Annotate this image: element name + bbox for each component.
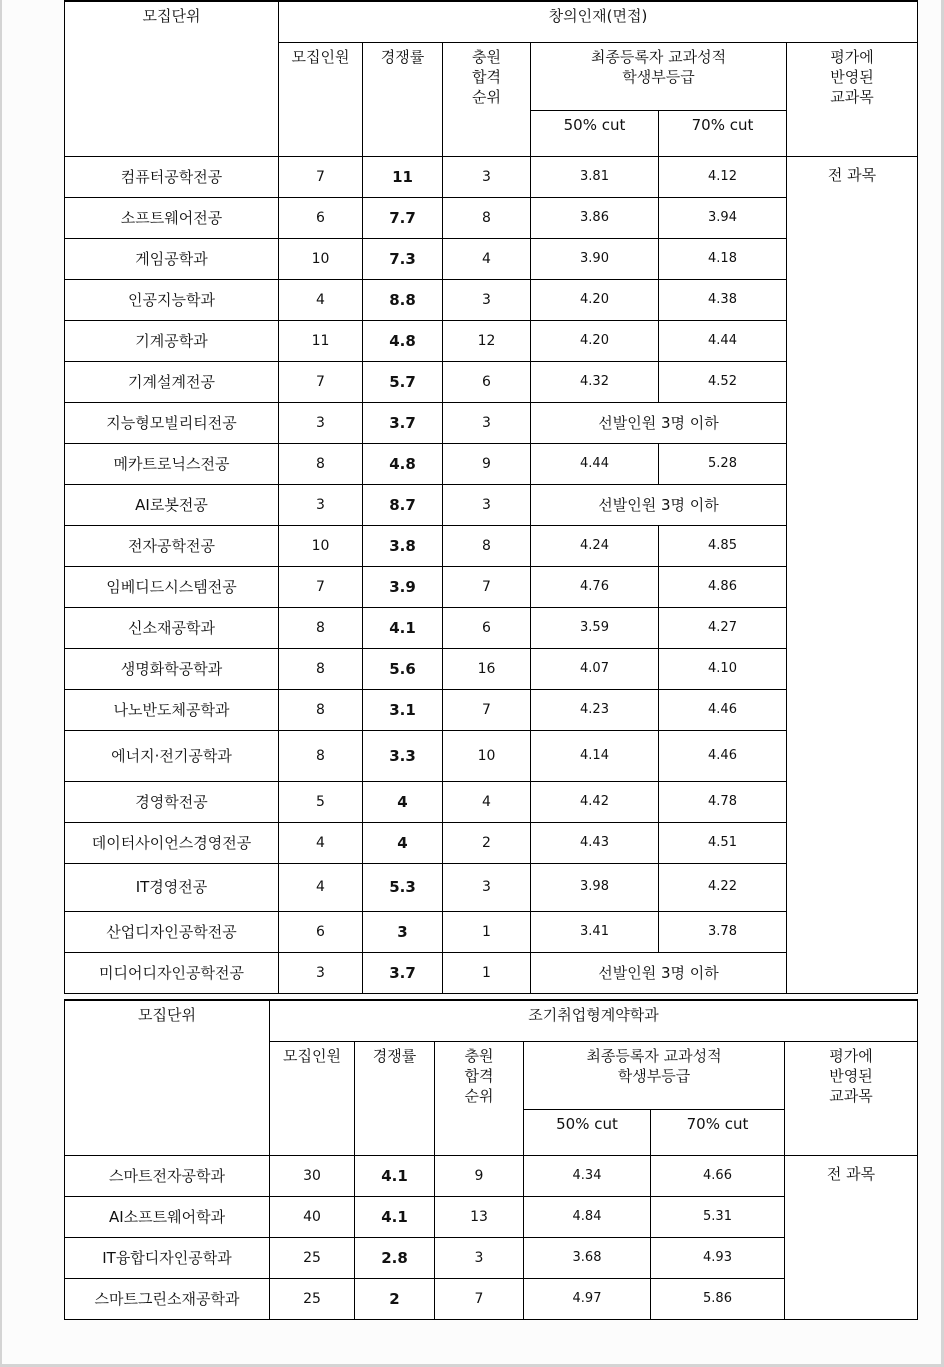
- waitlist-value: 12: [443, 320, 531, 361]
- quota-value: 4: [279, 822, 363, 863]
- cut70-value: 4.86: [659, 566, 787, 607]
- cut70-value: 3.94: [659, 197, 787, 238]
- quota-value: 25: [270, 1278, 355, 1319]
- cut50-value: 4.07: [531, 648, 659, 689]
- cut50-value: 4.34: [524, 1155, 651, 1196]
- header-grade-line: 학생부등급: [617, 1066, 691, 1085]
- subjects-value: 전 과목: [787, 156, 918, 993]
- cut50-value: 4.32: [531, 361, 659, 402]
- merged-note: 선발인원 3명 이하: [531, 484, 787, 525]
- quota-value: 25: [270, 1237, 355, 1278]
- subjects-value: 전 과목: [785, 1155, 918, 1319]
- header-waitlist-line: 합격: [472, 67, 501, 86]
- cut70-value: 5.86: [651, 1278, 785, 1319]
- waitlist-value: 9: [435, 1155, 524, 1196]
- competition-value: 4: [363, 822, 443, 863]
- waitlist-value: 3: [443, 279, 531, 320]
- unit-name: 인공지능학과: [65, 279, 279, 320]
- unit-name: 신소재공학과: [65, 607, 279, 648]
- header-waitlist-line: 순위: [472, 87, 501, 106]
- cut50-value: 3.81: [531, 156, 659, 197]
- waitlist-value: 2: [443, 822, 531, 863]
- waitlist-value: 1: [443, 911, 531, 952]
- unit-name: AI로봇전공: [65, 484, 279, 525]
- competition-value: 5.6: [363, 648, 443, 689]
- cut70-value: 4.52: [659, 361, 787, 402]
- competition-value: 3.1: [363, 689, 443, 730]
- quota-value: 3: [279, 952, 363, 993]
- header-waitlist-line: 순위: [464, 1086, 494, 1105]
- quota-value: 8: [279, 689, 363, 730]
- header-competition: 경쟁률: [355, 1041, 435, 1155]
- cut50-value: 4.20: [531, 279, 659, 320]
- cut50-value: 3.90: [531, 238, 659, 279]
- header-cut50: 50% cut: [531, 110, 659, 156]
- header-quota: 모집인원: [279, 42, 363, 156]
- unit-name: 소프트웨어전공: [65, 197, 279, 238]
- waitlist-value: 16: [443, 648, 531, 689]
- unit-name: AI소프트웨어학과: [65, 1196, 270, 1237]
- cut70-value: 4.10: [659, 648, 787, 689]
- competition-value: 3.7: [363, 402, 443, 443]
- t2-body: [65, 1000, 918, 1319]
- cut70-value: 5.31: [651, 1196, 785, 1237]
- quota-value: 5: [279, 781, 363, 822]
- unit-name: 지능형모빌리티전공: [65, 402, 279, 443]
- unit-name: 나노반도체공학과: [65, 689, 279, 730]
- waitlist-value: 13: [435, 1196, 524, 1237]
- quota-value: 4: [279, 863, 363, 911]
- cut70-value: 4.22: [659, 863, 787, 911]
- cut70-value: 4.12: [659, 156, 787, 197]
- header-waitlist-line: 충원: [464, 1046, 494, 1065]
- quota-value: 4: [279, 279, 363, 320]
- unit-name: 데이터사이언스경영전공: [65, 822, 279, 863]
- cut70-value: 4.78: [659, 781, 787, 822]
- header-cut70: 70% cut: [659, 110, 787, 156]
- quota-value: 6: [279, 197, 363, 238]
- header-subjects-line: 반영된: [830, 67, 874, 86]
- table-row: [65, 156, 918, 197]
- competition-value: 4.1: [363, 607, 443, 648]
- unit-name: 임베디드시스템전공: [65, 566, 279, 607]
- waitlist-value: 7: [443, 566, 531, 607]
- cut50-value: 4.42: [531, 781, 659, 822]
- competition-value: 2.8: [355, 1237, 435, 1278]
- waitlist-value: 3: [443, 402, 531, 443]
- quota-value: 6: [279, 911, 363, 952]
- cut50-value: 4.23: [531, 689, 659, 730]
- header-grade-line: 최종등록자 교과성적: [586, 1046, 722, 1065]
- cut50-value: 4.44: [531, 443, 659, 484]
- cut70-value: 4.85: [659, 525, 787, 566]
- competition-value: 4.1: [355, 1196, 435, 1237]
- header-waitlist-rank: [435, 1041, 524, 1155]
- quota-value: 8: [279, 648, 363, 689]
- waitlist-value: 7: [443, 689, 531, 730]
- header-waitlist-rank: [443, 42, 531, 156]
- header-grade-line: 학생부등급: [622, 67, 695, 86]
- unit-name: 스마트그린소재공학과: [65, 1278, 270, 1319]
- competition-value: 11: [363, 156, 443, 197]
- cut50-value: 4.24: [531, 525, 659, 566]
- unit-name: 기계공학과: [65, 320, 279, 361]
- competition-value: 4.8: [363, 443, 443, 484]
- unit-name: 경영학전공: [65, 781, 279, 822]
- unit-name: 기계설계전공: [65, 361, 279, 402]
- header-waitlist-line: 충원: [472, 47, 501, 66]
- header-subjects-line: 반영된: [829, 1066, 873, 1085]
- competition-value: 5.7: [363, 361, 443, 402]
- competition-value: 7.7: [363, 197, 443, 238]
- competition-value: 2: [355, 1278, 435, 1319]
- header-cut50: 50% cut: [524, 1109, 651, 1155]
- merged-note: 선발인원 3명 이하: [531, 952, 787, 993]
- quota-value: 7: [279, 566, 363, 607]
- competition-value: 3.7: [363, 952, 443, 993]
- competition-value: 3.8: [363, 525, 443, 566]
- cut50-value: 3.68: [524, 1237, 651, 1278]
- quota-value: 10: [279, 525, 363, 566]
- waitlist-value: 3: [443, 156, 531, 197]
- page-frame-left: [0, 0, 2, 1367]
- unit-name: IT융합디자인공학과: [65, 1237, 270, 1278]
- unit-name: 컴퓨터공학전공: [65, 156, 279, 197]
- cut50-value: 4.76: [531, 566, 659, 607]
- competition-value: 7.3: [363, 238, 443, 279]
- table-row: [65, 1155, 918, 1196]
- cut70-value: 3.78: [659, 911, 787, 952]
- header-grade-group: [524, 1041, 785, 1109]
- waitlist-value: 8: [443, 197, 531, 238]
- waitlist-value: 6: [443, 361, 531, 402]
- competition-value: 4: [363, 781, 443, 822]
- cut70-value: 4.18: [659, 238, 787, 279]
- unit-name: 미디어디자인공학전공: [65, 952, 279, 993]
- cut70-value: 4.46: [659, 730, 787, 781]
- quota-value: 10: [279, 238, 363, 279]
- competition-value: 8.7: [363, 484, 443, 525]
- header-waitlist-line: 합격: [464, 1066, 494, 1085]
- unit-name: 산업디자인공학전공: [65, 911, 279, 952]
- waitlist-value: 8: [443, 525, 531, 566]
- waitlist-value: 4: [443, 238, 531, 279]
- unit-name: 에너지·전기공학과: [65, 730, 279, 781]
- header-quota: 모집인원: [270, 1041, 355, 1155]
- competition-value: 3: [363, 911, 443, 952]
- waitlist-value: 3: [443, 484, 531, 525]
- cut70-value: 4.27: [659, 607, 787, 648]
- quota-value: 7: [279, 361, 363, 402]
- header-cut70: 70% cut: [651, 1109, 785, 1155]
- quota-value: 8: [279, 443, 363, 484]
- header-unit: 모집단위: [65, 1, 279, 156]
- quota-value: 3: [279, 484, 363, 525]
- cut50-value: 4.84: [524, 1196, 651, 1237]
- waitlist-value: 10: [443, 730, 531, 781]
- header-subjects-line: 교과목: [829, 1086, 873, 1105]
- cut70-value: 4.51: [659, 822, 787, 863]
- competition-value: 3.3: [363, 730, 443, 781]
- early-employment-contract-table: [64, 999, 918, 1320]
- competition-value: 4.1: [355, 1155, 435, 1196]
- table-title: 조기취업형계약학과: [270, 1000, 918, 1041]
- cut70-value: 4.46: [659, 689, 787, 730]
- waitlist-value: 9: [443, 443, 531, 484]
- waitlist-value: 7: [435, 1278, 524, 1319]
- quota-value: 30: [270, 1155, 355, 1196]
- waitlist-value: 3: [435, 1237, 524, 1278]
- header-competition: 경쟁률: [363, 42, 443, 156]
- cut50-value: 3.86: [531, 197, 659, 238]
- cut70-value: 5.28: [659, 443, 787, 484]
- competition-value: 5.3: [363, 863, 443, 911]
- cut50-value: 3.59: [531, 607, 659, 648]
- unit-name: 메카트로닉스전공: [65, 443, 279, 484]
- cut70-value: 4.93: [651, 1237, 785, 1278]
- header-grade-group: [531, 42, 787, 110]
- cut70-value: 4.66: [651, 1155, 785, 1196]
- unit-name: 스마트전자공학과: [65, 1155, 270, 1196]
- quota-value: 40: [270, 1196, 355, 1237]
- unit-name: 게임공학과: [65, 238, 279, 279]
- cut50-value: 3.98: [531, 863, 659, 911]
- quota-value: 7: [279, 156, 363, 197]
- competition-value: 8.8: [363, 279, 443, 320]
- header-subjects: [785, 1041, 918, 1155]
- quota-value: 8: [279, 607, 363, 648]
- header-subjects-line: 평가에: [829, 1046, 873, 1065]
- quota-value: 11: [279, 320, 363, 361]
- quota-value: 8: [279, 730, 363, 781]
- competition-value: 4.8: [363, 320, 443, 361]
- waitlist-value: 1: [443, 952, 531, 993]
- t1-body: [65, 1, 918, 993]
- cut50-value: 4.20: [531, 320, 659, 361]
- waitlist-value: 6: [443, 607, 531, 648]
- cut70-value: 4.44: [659, 320, 787, 361]
- waitlist-value: 4: [443, 781, 531, 822]
- cut50-value: 4.14: [531, 730, 659, 781]
- competition-value: 3.9: [363, 566, 443, 607]
- header-subjects-line: 교과목: [830, 87, 874, 106]
- header-unit: 모집단위: [65, 1000, 270, 1155]
- unit-name: 생명화학공학과: [65, 648, 279, 689]
- cut70-value: 4.38: [659, 279, 787, 320]
- header-subjects: [787, 42, 918, 156]
- cut50-value: 4.97: [524, 1278, 651, 1319]
- header-subjects-line: 평가에: [830, 47, 874, 66]
- creative-talent-interview-table: [64, 0, 918, 994]
- quota-value: 3: [279, 402, 363, 443]
- waitlist-value: 3: [443, 863, 531, 911]
- header-grade-line: 최종등록자 교과성적: [590, 47, 727, 66]
- cut50-value: 3.41: [531, 911, 659, 952]
- table-title: 창의인재(면접): [279, 1, 918, 42]
- unit-name: IT경영전공: [65, 863, 279, 911]
- cut50-value: 4.43: [531, 822, 659, 863]
- unit-name: 전자공학전공: [65, 525, 279, 566]
- merged-note: 선발인원 3명 이하: [531, 402, 787, 443]
